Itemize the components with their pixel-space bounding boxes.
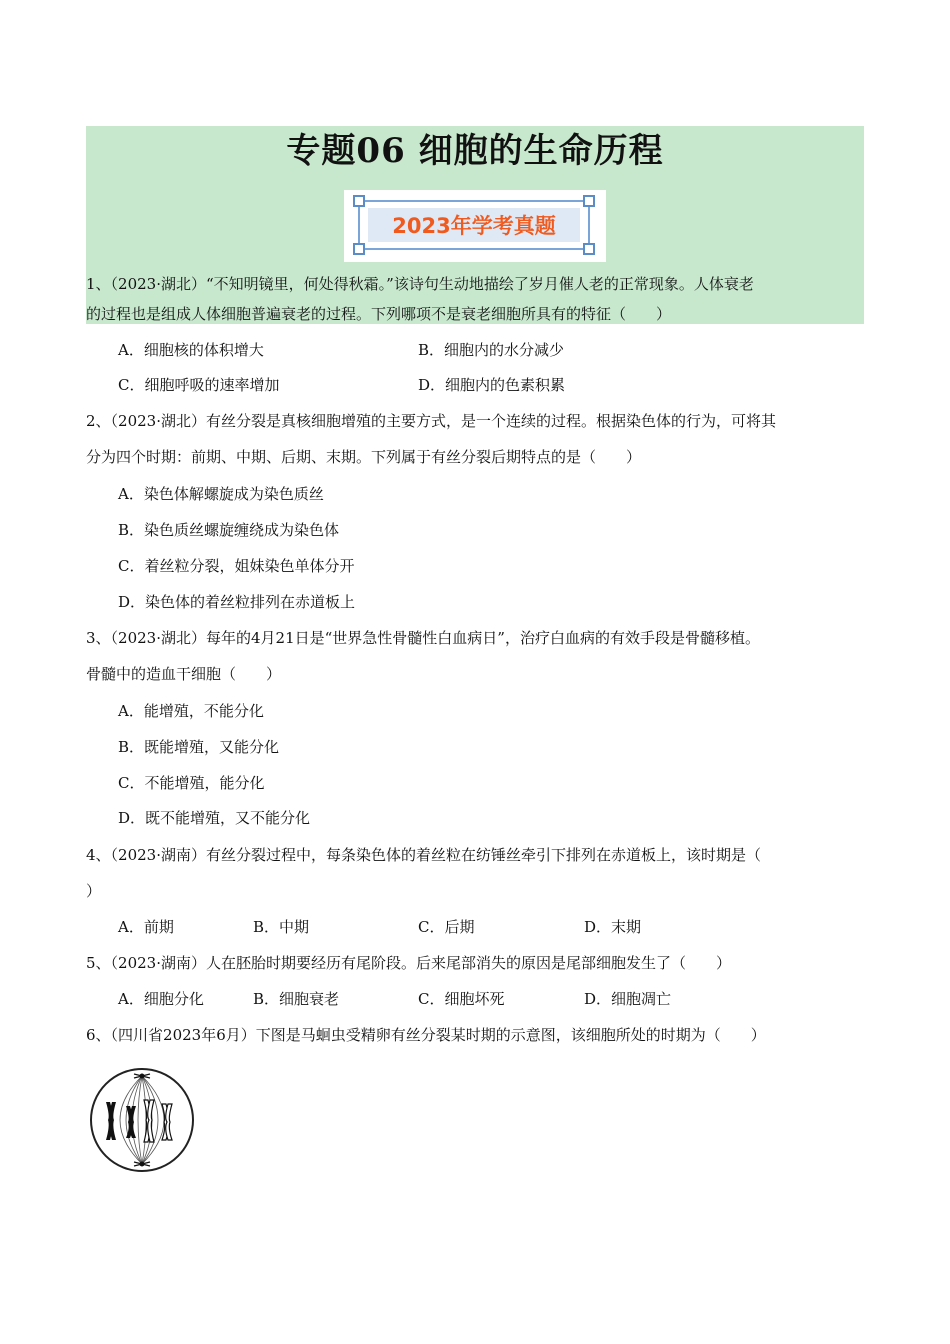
question-1-option-b[interactable]: B．细胞内的水分减少 xyxy=(418,341,565,359)
question-1-line-1: 1、（2023·湖北）“不知明镜里，何处得秋霜。”该诗句生动地描绘了岁月催人老的正常现象。人体衰老 xyxy=(86,275,754,293)
question-2-option-a[interactable]: A．染色体解螺旋成为染色质丝 xyxy=(118,485,324,503)
badge-corner xyxy=(583,243,595,255)
question-3-line-1: 3、（2023·湖北）每年的4月21日是“世界急性骨髓性白血病日”，治疗白血病的有效手段是骨髓移植。 xyxy=(86,629,760,647)
question-3-option-b[interactable]: B．既能增殖，又能分化 xyxy=(118,738,280,756)
question-5-option-a[interactable]: A．细胞分化 xyxy=(118,990,204,1008)
question-5-option-b[interactable]: B．细胞衰老 xyxy=(253,990,340,1008)
badge-label: 2023年学考真题 xyxy=(368,208,580,242)
mitosis-cell-diagram xyxy=(88,1066,196,1174)
badge-corner xyxy=(353,243,365,255)
document-title: 专题06 细胞的生命历程 xyxy=(286,131,664,171)
question-4-line-1: 4、（2023·湖南）有丝分裂过程中，每条染色体的着丝粒在纺锤丝牵引下排列在赤道板上，该时期是（ xyxy=(86,846,761,864)
question-5-option-c[interactable]: C．细胞坏死 xyxy=(418,990,505,1008)
question-2-line-1: 2、（2023·湖北）有丝分裂是真核细胞增殖的主要方式，是一个连续的过程。根据染色体的行为，可将其 xyxy=(86,412,776,430)
cell-membrane xyxy=(91,1069,193,1171)
question-4-option-c[interactable]: C．后期 xyxy=(418,918,475,936)
question-2-option-b[interactable]: B．染色质丝螺旋缠绕成为染色体 xyxy=(118,521,340,539)
badge-corner xyxy=(353,195,365,207)
question-6-line-1: 6、（四川省2023年6月）下图是马蛔虫受精卵有丝分裂某时期的示意图，该细胞所处的时期为（ ） xyxy=(86,1026,766,1044)
question-3-line-2: 骨髓中的造血干细胞（ ） xyxy=(86,665,282,683)
question-2-option-d[interactable]: D．染色体的着丝粒排列在赤道板上 xyxy=(118,593,356,611)
question-2-option-c[interactable]: C．着丝粒分裂，姐妹染色单体分开 xyxy=(118,557,355,575)
badge-frame xyxy=(358,200,590,250)
question-4-line-2: ） xyxy=(86,882,102,900)
question-4-option-d[interactable]: D．末期 xyxy=(584,918,642,936)
question-4-option-b[interactable]: B．中期 xyxy=(253,918,310,936)
question-5-line-1: 5、（2023·湖南）人在胚胎时期要经历有尾阶段。后来尾部消失的原因是尾部细胞发生了（ ） xyxy=(86,954,731,972)
question-1-option-c[interactable]: C．细胞呼吸的速率增加 xyxy=(118,376,280,394)
question-3-option-d[interactable]: D．既不能增殖，又不能分化 xyxy=(118,809,311,827)
question-2-line-2: 分为四个时期：前期、中期、后期、末期。下列属于有丝分裂后期特点的是（ ） xyxy=(86,448,642,466)
question-3-option-a[interactable]: A．能增殖，不能分化 xyxy=(118,702,264,720)
question-4-option-a[interactable]: A．前期 xyxy=(118,918,174,936)
question-1-option-d[interactable]: D．细胞内的色素积累 xyxy=(418,376,566,394)
question-3-option-c[interactable]: C．不能增殖，能分化 xyxy=(118,774,265,792)
badge-corner xyxy=(583,195,595,207)
exam-badge xyxy=(344,190,606,262)
question-1-option-a[interactable]: A．细胞核的体积增大 xyxy=(118,341,264,359)
question-5-option-d[interactable]: D．细胞凋亡 xyxy=(584,990,672,1008)
question-1-line-2: 的过程也是组成人体细胞普遍衰老的过程。下列哪项不是衰老细胞所具有的特征（ ） xyxy=(86,305,672,323)
